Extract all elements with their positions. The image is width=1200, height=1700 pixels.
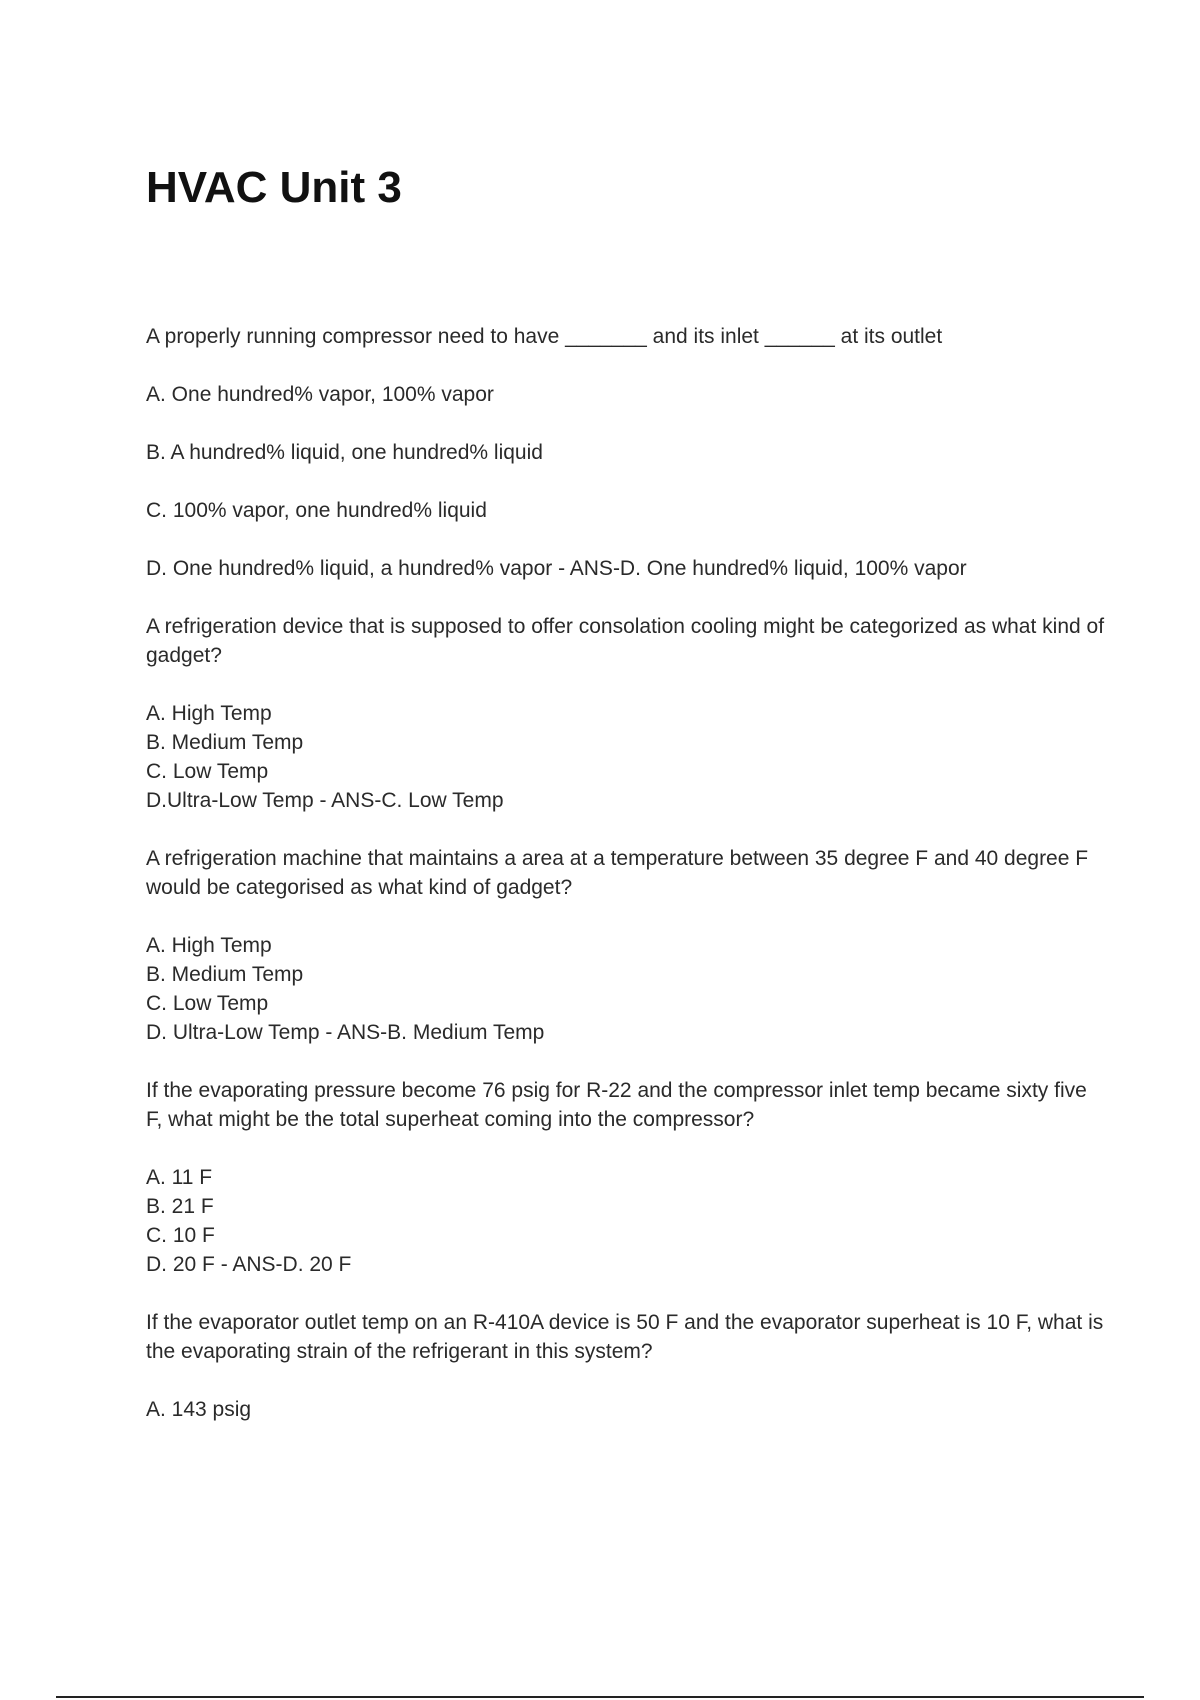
question-3-option-c: C. Low Temp bbox=[146, 992, 269, 1015]
question-list bbox=[146, 322, 1106, 1453]
question-2-option-d: D.Ultra-Low Temp - ANS-C. Low Temp bbox=[146, 789, 504, 812]
question-5-text: If the evaporator outlet temp on an R-410A device is 50 F and the evaporator superheat is 10 F, what is the evaporating strain of the refrigerant in this system? bbox=[146, 1311, 1104, 1363]
question-3-options bbox=[146, 931, 1106, 1047]
question-1-option-c: C. 100% vapor, one hundred% liquid bbox=[146, 499, 487, 522]
document-title: HVAC Unit 3 bbox=[146, 163, 402, 212]
question-2-option-c: C. Low Temp bbox=[146, 760, 269, 783]
question-4-option-c: C. 10 F bbox=[146, 1224, 215, 1247]
question-2-text: A refrigeration device that is supposed to offer consolation cooling might be categorized as what kind of gadget? bbox=[146, 615, 1105, 667]
question-2-options bbox=[146, 699, 1106, 815]
question-4-options bbox=[146, 1163, 1106, 1279]
question-5-option-a: A. 143 psig bbox=[146, 1398, 252, 1421]
question-3-option-d: D. Ultra-Low Temp - ANS-B. Medium Temp bbox=[146, 1021, 545, 1044]
question-1-text: A properly running compressor need to have _______ and its inlet ______ at its outlet bbox=[146, 325, 943, 348]
question-4-option-b: B. 21 F bbox=[146, 1195, 214, 1218]
question-1-option-d: D. One hundred% liquid, a hundred% vapor - ANS-D. One hundred% liquid, 100% vapor bbox=[146, 557, 967, 580]
question-4-option-a: A. 11 F bbox=[146, 1166, 213, 1189]
question-3-option-b: B. Medium Temp bbox=[146, 963, 304, 986]
footer-divider bbox=[56, 1696, 1144, 1698]
question-3-text: A refrigeration machine that maintains a area at a temperature between 35 degree F and 40 degree F would be categorised as what kind of gadget? bbox=[146, 847, 1089, 899]
question-3-option-a: A. High Temp bbox=[146, 934, 272, 957]
question-1-option-a: A. One hundred% vapor, 100% vapor bbox=[146, 383, 494, 406]
question-2-option-b: B. Medium Temp bbox=[146, 731, 304, 754]
question-2-option-a: A. High Temp bbox=[146, 702, 272, 725]
question-4-option-d: D. 20 F - ANS-D. 20 F bbox=[146, 1253, 352, 1276]
question-1-option-b: B. A hundred% liquid, one hundred% liquid bbox=[146, 441, 543, 464]
question-4-text: If the evaporating pressure become 76 psig for R-22 and the compressor inlet temp became sixty five F, what might be the total superheat coming into the compressor? bbox=[146, 1079, 1087, 1131]
